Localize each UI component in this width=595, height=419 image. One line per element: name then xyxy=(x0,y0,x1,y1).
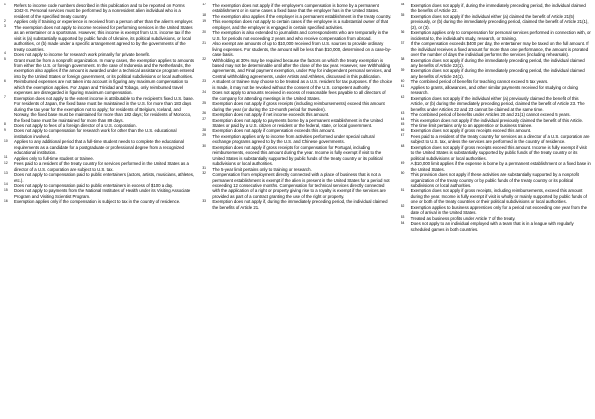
footnote-text: Exemption does not apply if gross receipts, including reimbursements, exceed this amount during the year. Income is fully exempt if visit is wholly or mainly supported by public funds of one or both of the treaty countries or their political subdivisions or local authorities. xyxy=(410,188,587,205)
footnote xyxy=(202,58,392,80)
footnote-text: Does not apply to compensation paid to public entertainers in excess of $100 a day. xyxy=(14,182,174,188)
footnote xyxy=(401,58,591,69)
footnote-text: The combined period of benefits under Articles 20 and 21(1) cannot exceed 5 years. xyxy=(410,112,571,118)
footnote xyxy=(401,145,591,161)
footnote-text: The exemption is also extended to journalists and correspondents who are temporarily in the U.S. for periods not exceeding 2 years and who receive compensation from abroad. xyxy=(212,30,389,41)
footnote-text: Exemption does not apply if during the immediately preceding period, the individual claimed any benefits of Article 24(1). xyxy=(410,68,585,79)
footnote-number: 22 xyxy=(202,56,206,61)
footnote xyxy=(401,68,591,79)
footnote-number: 17 xyxy=(202,3,206,7)
footnote-text: Exemption does not apply if gross receipts exceed this amount. Income is fully exempt if visit to the United States is substantially supported by public funds of the treaty country or its political subdivisions or local authorities. xyxy=(410,144,587,161)
footnote-number: 44 xyxy=(400,116,405,121)
footnote-number: 8 xyxy=(4,122,6,127)
footnote-text: The exemption does not apply if the employee's compensation is borne by a permanent establishment or in some cases a fixed base that the employer has in the United States. xyxy=(212,3,380,14)
footnote xyxy=(202,134,392,145)
footnote xyxy=(401,134,591,145)
footnote-number: 46 xyxy=(400,127,405,132)
footnote-text: Exemption applies only to compensation for personal services performed in connection with, or incidental to, the individual's study, research, or training. xyxy=(410,30,591,41)
footnote-number: 33 xyxy=(202,198,206,203)
footnote-number: 38 xyxy=(400,56,405,61)
footnote-text: Does not apply to amounts received in excess of reasonable fees payable to all directors of the company for attending meetings in the United States. xyxy=(212,90,386,101)
footnote-text: Exemption does not apply to payments borne by a permanent establishment in the United States or paid by a U.S. citizen or resident or the federal, state, or local government. xyxy=(212,117,383,128)
footnote-text: Withholding at 30% may be required because the factors on which the treaty exemption is based may not be determinable until after the close of the tax year. However, see Withholding agreements, and Final payment exemption, under Pay for independent personal services, and Central withholding agreements, under Artists and Athletes, discussed in this publication. xyxy=(212,57,392,79)
footnote-number: 2 xyxy=(4,18,6,23)
footnote xyxy=(202,101,392,112)
footnote-text: Refers to income code numbers described in this publication and to be reported on Forms 1042-S. Personal services must be performed by a nonresident alien individual who is a resident of the specified treaty country. xyxy=(14,3,185,19)
footnote-text: Does not apply to payments from the National Institutes of Health under its Visiting Associate Program and Visiting Scientist Program. xyxy=(14,188,191,199)
footnote-text: A $10,000 limit applies if the expense is borne by a permanent establishment or a fixed base in the United States. xyxy=(410,161,591,172)
footnote-number: 43 xyxy=(400,111,405,116)
footnote-number: 39 xyxy=(400,67,405,72)
footnote-text: Also exempt are amounts of up to $10,000 received from U.S. sources to provide ordinary living expenses. For students, the amount will be less than $10,000, determined on a case-by-case basis. xyxy=(212,41,392,58)
footnote xyxy=(202,90,392,101)
footnote xyxy=(401,221,591,232)
footnote-text: Exemption applies to business apprentices only for a period not exceeding one year from the date of arrival in the United States. xyxy=(410,204,588,216)
footnote-number: 47 xyxy=(400,133,405,138)
footnote-number: 25 xyxy=(202,100,206,105)
footnote-text: Exemption applies only if the compensation is subject to tax in the country of residence. xyxy=(14,199,181,205)
footnote xyxy=(401,41,591,57)
footnote-number: 13 xyxy=(4,171,8,176)
footnote xyxy=(4,128,194,139)
footnote xyxy=(4,3,194,19)
footnote-number: 1 xyxy=(4,3,6,7)
footnote xyxy=(202,41,392,57)
footnote-number: 40 xyxy=(400,78,405,83)
footnote-number: 36 xyxy=(400,29,405,34)
footnote-text: If the compensation exceeds $400 per day, the entertainer may be taxed on the full amount. If the individual receives a fixed amount for more than one performance, the amount is prorated over the number of days the individual performs the services (including rehearsals). xyxy=(410,41,589,58)
footnote-text: Does not apply to compensation paid to public entertainers (actors, artists, musicians, athletes, etc.). xyxy=(14,172,195,183)
footnote-text: Does not apply to income for research work primarily for private benefit. xyxy=(14,52,150,58)
footnote-text: Applies to any additional period that a full-time student needs to complete the educational requirements as a candidate for a postgraduate or professional degree from a recognized educational institution. xyxy=(14,139,184,156)
footnote-text: This exemption does not apply if the individual previously claimed the benefit of this Article. xyxy=(410,117,584,123)
footnote xyxy=(401,205,591,216)
footnote-text: Does not apply to fees of a foreign director of a U.S. corporation. xyxy=(14,122,137,128)
footnote-number: 23 xyxy=(202,78,206,83)
footnote-text: The combined period of benefits for teaching cannot exceed 5 tax years. xyxy=(410,79,549,85)
footnote-number: 16 xyxy=(4,198,8,203)
footnote-number: 52 xyxy=(400,204,405,209)
footnote-text: This exemption does not apply to certain cases if the employee is a substantial owner of that employer, and the employer is engaged in certain specified activities. xyxy=(212,19,388,30)
footnote-number: 18 xyxy=(202,13,206,18)
footnote-number: 21 xyxy=(202,40,206,45)
footnote-column-2 xyxy=(202,3,392,416)
footnote xyxy=(4,25,194,52)
footnote-number: 11 xyxy=(4,155,8,160)
footnote-text: This provision does not apply if these activities are substantially supported by a nonprofit organization of the treaty country or by public funds of the treaty country or its political subdivisions or local authorities. xyxy=(410,172,579,188)
footnote xyxy=(401,96,591,112)
footnote-text: Exemption does not apply if the individual either (a) claimed the benefit of Article 21(5) previously, or (b) during the immediately preceding period, claimed the benefit of Article 21(1), (2), or (3). xyxy=(410,13,589,30)
footnote-text: Treated as business profits under Article 7 of the treaty. xyxy=(410,215,516,221)
footnote-number: 29 xyxy=(202,133,206,138)
footnote-text: Exemption does not apply if during the immediately preceding period, the individual claimed any benefits of Article 22(1). xyxy=(410,57,585,68)
footnote-text: Exemption does not apply if net income exceeds this amount. xyxy=(212,112,330,118)
footnote xyxy=(401,3,591,14)
footnote xyxy=(4,188,194,199)
footnote-number: 31 xyxy=(202,166,206,170)
footnote xyxy=(202,172,392,199)
footnote-number: 48 xyxy=(400,144,405,149)
footnote-number: 6 xyxy=(4,78,6,83)
footnote xyxy=(4,172,194,183)
footnote-text: Applies only if training or experience is received from a person other than the alien's employer. xyxy=(14,19,194,25)
footnote-text: The exemption also applies if the employer is a permanent establishment in the treaty country. xyxy=(212,13,392,19)
footnote-number: 10 xyxy=(4,138,8,143)
footnote-number: 7 xyxy=(4,95,6,100)
footnote-text: The 5-year limit pertains only to training or research. xyxy=(212,166,312,172)
footnote-number: 51 xyxy=(400,187,405,192)
footnote-column-1 xyxy=(4,3,194,416)
footnote xyxy=(202,19,392,30)
footnote-text: Exemption does not apply to the extent income is attributable to the recipient's fixed U.S. base. For residents of Japan, the fixed base must be maintained in the U.S. for more than 183 days during the tax year for the exemption not to apply; for residents of Belgium, Iceland, and Norway, the fixed base must be maintained for more than 182 days; for residents of Morocco, the fixed base must be maintained for more than 89 days. xyxy=(14,95,194,123)
footnote xyxy=(202,199,392,210)
footnote xyxy=(4,79,194,95)
footnote-number: 28 xyxy=(202,127,206,132)
footnote-number: 26 xyxy=(202,111,206,116)
footnote-number: 9 xyxy=(4,127,6,132)
footnote xyxy=(401,85,591,96)
footnote-number: 12 xyxy=(4,160,8,165)
footnote xyxy=(401,188,591,204)
footnote-number: 49 xyxy=(400,160,405,165)
footnote-text: Exemption does not apply if gross receipts exceed this amount. xyxy=(410,128,532,134)
footnotes-page xyxy=(4,3,591,416)
footnote-text: Fees paid to a resident of the treaty country for services as a director of a U.S. corporation are subject to U.S. tax, unless the services are performed in the country of residence. xyxy=(410,133,590,145)
footnote-text: Fees paid to a resident of the treaty country for services performed in the United States as a director of a U.S. corporation are subject to U.S. tax. xyxy=(14,161,189,172)
footnote-text: Does not apply to compensation for research work for other than the U.S. educational institution involved. xyxy=(14,128,177,139)
footnote xyxy=(202,118,392,129)
footnote xyxy=(202,30,392,41)
footnote-number: 5 xyxy=(4,56,6,61)
footnote xyxy=(4,139,194,155)
footnote xyxy=(202,3,392,14)
footnote xyxy=(4,161,194,172)
footnote-column-3 xyxy=(401,3,591,416)
footnote-number: 35 xyxy=(400,13,405,18)
footnote-text: Applies to grants, allowances, and other similar payments received for studying or doing research. xyxy=(410,84,578,96)
footnote-text: Compensation from employment directly connected with a place of business that is not a permanent establishment is exempt if the alien is present in the United States for a period not exceeding 12 consecutive months. Compensation for technical services directly connected with the application of a right or property giving rise to a royalty is exempt if the services are provided as part of a contract granting the use of the right or property. xyxy=(212,172,390,199)
footnote-number: 53 xyxy=(400,215,405,220)
footnote-number: 50 xyxy=(400,171,405,176)
footnote xyxy=(401,172,591,188)
footnote-number: 34 xyxy=(400,3,405,7)
footnote xyxy=(401,30,591,41)
footnote-number: 24 xyxy=(202,89,206,94)
footnote-text: Exemption does not apply if gross receipts for compensation for Portugal, including reimbursements, exceed this amount during the year. Income is fully exempt if visit to the United States is substantially supported by public funds of the treaty country or its political subdivisions or local authorities. xyxy=(212,144,383,167)
footnote xyxy=(4,58,194,80)
footnote-number: 14 xyxy=(4,182,8,187)
footnote-text: Reimbursed expenses are not taken into account in figuring any maximum compensation to which the exemption applies. For Japan and Trinidad and Tobago, only reimbursed travel expenses are disregarded in figuring maximum compensation. xyxy=(14,79,189,96)
footnote-text: The exemption applies only to income from activities performed under special cultural exchange programs agreed to by the U.S. and Chinese governments. xyxy=(212,133,375,145)
footnote-text: Applies only to full-time student or trainee. xyxy=(14,155,94,161)
footnote xyxy=(401,161,591,172)
footnote-number: 37 xyxy=(400,40,405,45)
footnote xyxy=(401,14,591,30)
footnote-text: Exemption does not apply if, during the immediately preceding period, the individual claimed the benefits of Article 22. xyxy=(410,3,586,14)
footnote-number: 19 xyxy=(202,18,206,23)
footnote xyxy=(202,79,392,90)
footnote-text: Exemption does not apply if, during the immediately preceding period, the individual claimed the benefits of Article 21. xyxy=(212,199,388,210)
footnote-text: Does not apply to an individual employed with a team that is in a league with regularly scheduled games in both countries. xyxy=(410,221,574,232)
footnote-number: 45 xyxy=(400,122,405,127)
footnote-number: 41 xyxy=(400,84,405,89)
footnote-number: 3 xyxy=(4,24,6,29)
footnote-number: 4 xyxy=(4,51,6,56)
footnote-text: Exemption does not apply if compensation exceeds this amount. xyxy=(212,128,335,134)
footnote-number: 27 xyxy=(202,116,206,121)
footnote-number: 32 xyxy=(202,171,206,176)
footnote-number: 15 xyxy=(4,187,8,192)
footnote-number: 54 xyxy=(400,220,405,225)
footnote-number: 30 xyxy=(202,144,206,149)
footnote-number: 42 xyxy=(400,95,405,100)
footnote-text: Grant must be from a nonprofit organization. In many cases, the exemption applies to amounts from either the U.S. or foreign government. In the case of Indonesia and the Netherlands, the exemption also applies if the amount is awarded under a technical assistance program entered into by the United States or foreign government, or its political subdivisions or local authorities. xyxy=(14,57,195,79)
footnote-text: Exemption does not apply if gross receipts (including reimbursements) exceed this amount during the year (or during the 12-month period for Sweden). xyxy=(212,101,385,112)
footnote xyxy=(4,199,194,204)
footnote xyxy=(4,96,194,123)
footnote-text: The time limit pertains only to an apprentice or business trainee. xyxy=(410,122,533,128)
footnote-text: The exemption does not apply to income received for performing services in the United States as an entertainer or a sportsman. However, this income is exempt from U.S. income tax if the visit is (a) substantially supported by public funds of Ukraine, its political subdivisions, or local authorities, or (b) made under a specific arrangement agreed to by the governments of the treaty countries. xyxy=(14,24,193,52)
footnote xyxy=(202,145,392,167)
footnote-text: Exemption does not apply if the individual either (a) previously claimed the benefit of this Article, or (b) during the immediately preceding period, claimed the benefit of Article 23. The benefits under Articles 22 and 23 cannot be claimed at the same time. xyxy=(410,95,585,112)
footnote-number: 20 xyxy=(202,29,206,34)
footnote-text: A student or trainee may choose to be treated as a U.S. resident for tax purposes. If the choice is made, it may not be revoked without the consent of the U.S. competent authority. xyxy=(212,79,393,90)
